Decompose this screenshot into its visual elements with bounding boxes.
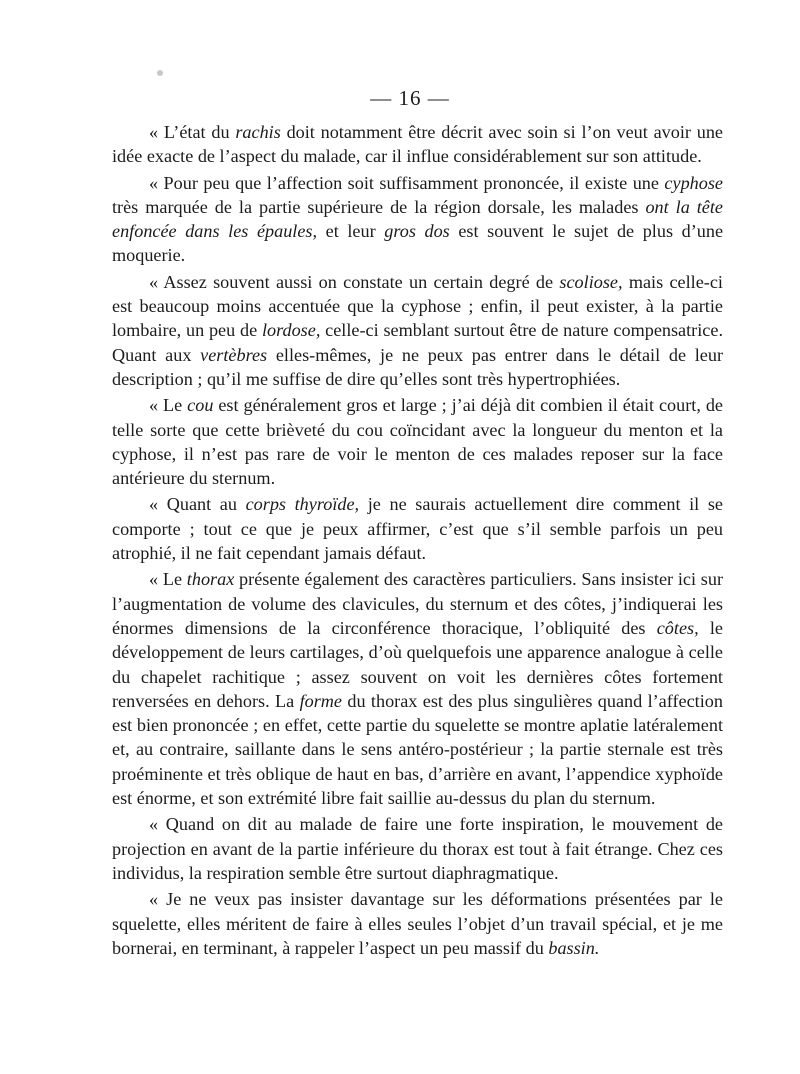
paragraph-scoliose: « Assez souvent aussi on constate un certain degré de scoliose, mais celle-ci est beaucoup moins accentuée que la cyphose ; enfin, il peut exister, à la partie lombaire, un peu de lordose, celle-ci semblant surtout être de nature compensatrice. Quant aux vertèbres elles-mêmes, je ne peux pas entrer dans le détail de leur description ; qu’il me suffise de dire qu’elles sont très hypertrophiées. [112,271,724,389]
body-text [112,120,723,962]
paragraph-rachis: « L’état du rachis doit notamment être décrit avec soin si l’on veut avoir une idée exacte de l’aspect du malade, car il influe considérablement sur son attitude. [112,122,723,167]
paragraph-squelette: « Je ne veux pas insister davantage sur les déformations présentées par le squelette, elles méritent de faire à elles seules l’objet d’un travail spécial, et je me bornerai, en terminant, à rappeler l’aspect un peu massif du bassin. [112,889,723,958]
paragraph-thyroide: « Quant au corps thyroïde, je ne saurais actuellement dire comment il se comporte ; tout ce que je peux affirmer, c’est que s’il semble parfois un peu atrophié, il ne fait cependant jamais défaut. [112,494,723,564]
paragraph-thorax: « Le thorax présente également des caractères particuliers. Sans insister ici sur l’augmentation de volume des clavicules, du sternum et des côtes, j’indiquerai les énormes dimensions de la circonférence thoracique, l’obliquité des côtes, le développement de leurs cartilages, d’où quelquefois une apparence analogue à celle du chapelet rachitique ; assez souvent on voit les dernières côtes fortement renversées en dehors. La forme du thorax est des plus singulières quand l’affection est bien prononcée ; en effet, cette partie du squelette se montre aplatie latéralement et, au contraire, saillante dans le sens antéro-postérieur ; la partie sternale est très proéminente et très oblique de haut en bas, d’arrière en avant, l’appendice xyphoïde est énorme, et son extrémité libre fait saillie au-dessus du plan du sternum. [112,569,724,809]
paper-speck [157,70,163,76]
page-number: — 16 — [370,86,450,110]
paragraph-cyphose: « Pour peu que l’affection soit suffisamment prononcée, il existe une cyphose très marquée de la partie supérieure de la région dorsale, les malades ont la tête enfoncée dans les épaules, et leur gros dos est souvent le sujet de plus d’une moquerie. [112,172,724,266]
paragraph-cou: « Le cou est généralement gros et large ; j’ai déjà dit combien il était court, de telle sorte que cette brièveté du cou coïncidant avec la longueur du menton et la cyphose, il n’est pas rare de voir le menton de ces malades reposer sur la face antérieure du sternum. [112,395,724,489]
paragraph-inspiration: « Quand on dit au malade de faire une forte inspiration, le mouvement de projection en avant de la partie inférieure du thorax est tout à fait étrange. Chez ces individus, la respiration semble être surtout diaphragmatique. [112,814,723,883]
